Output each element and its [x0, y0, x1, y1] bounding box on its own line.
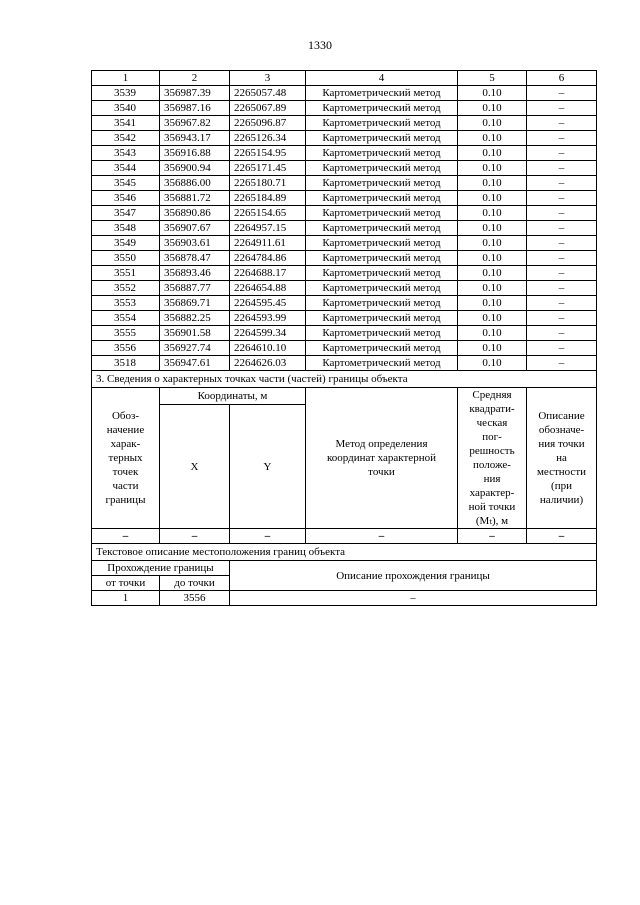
accuracy-cell: 0.10: [458, 266, 527, 281]
part-dash-cell: –: [160, 529, 230, 544]
col-number-6: 6: [527, 71, 597, 86]
method-cell: Картометрический метод: [306, 101, 458, 116]
method-cell: Картометрический метод: [306, 251, 458, 266]
table-row: [92, 86, 597, 101]
accuracy-cell: 0.10: [458, 296, 527, 311]
method-cell: Картометрический метод: [306, 281, 458, 296]
method-cell: Картометрический метод: [306, 311, 458, 326]
table-row: [92, 176, 597, 191]
method-cell: Картометрический метод: [306, 176, 458, 191]
y-coordinate-cell: 2264626.03: [230, 356, 306, 371]
accuracy-cell: 0.10: [458, 341, 527, 356]
description-cell: –: [527, 296, 597, 311]
coordinates-header: Координаты, м: [160, 388, 306, 405]
x-coordinate-cell: 356987.39: [160, 86, 230, 101]
method-cell: Картометрический метод: [306, 341, 458, 356]
x-coordinate-cell: 356916.88: [160, 146, 230, 161]
method-cell: Картометрический метод: [306, 161, 458, 176]
x-coordinate-cell: 356907.67: [160, 221, 230, 236]
table-row: [92, 131, 597, 146]
accuracy-cell: 0.10: [458, 221, 527, 236]
description-cell: –: [527, 161, 597, 176]
y-coordinate-cell: 2264595.45: [230, 296, 306, 311]
point-number-cell: 3518: [92, 356, 160, 371]
x-coordinate-cell: 356882.25: [160, 311, 230, 326]
accuracy-cell: 0.10: [458, 161, 527, 176]
y-coordinate-cell: 2264654.88: [230, 281, 306, 296]
part-dash-cell: –: [527, 529, 597, 544]
description-cell: –: [527, 101, 597, 116]
point-number-cell: 3549: [92, 236, 160, 251]
table-row: [92, 281, 597, 296]
method-cell: Картометрический метод: [306, 296, 458, 311]
x-coordinate-cell: 356887.77: [160, 281, 230, 296]
y-coordinate-cell: 2265154.65: [230, 206, 306, 221]
method-cell: Картометрический метод: [306, 221, 458, 236]
description-cell: –: [527, 146, 597, 161]
accuracy-cell: 0.10: [458, 146, 527, 161]
description-cell: –: [527, 326, 597, 341]
accuracy-cell: 0.10: [458, 251, 527, 266]
x-coordinate-cell: 356886.00: [160, 176, 230, 191]
accuracy-cell: 0.10: [458, 326, 527, 341]
x-coordinate-cell: 356881.72: [160, 191, 230, 206]
table-row: [92, 326, 597, 341]
table-row: [92, 266, 597, 281]
to-point-header: до точки: [160, 576, 230, 591]
accuracy-cell: 0.10: [458, 101, 527, 116]
y-coordinate-cell: 2264911.61: [230, 236, 306, 251]
to-point-value: 3556: [160, 591, 230, 606]
point-number-cell: 3552: [92, 281, 160, 296]
description-cell: –: [527, 191, 597, 206]
boundary-points-table: [91, 70, 597, 606]
point-number-cell: 3542: [92, 131, 160, 146]
point-number-cell: 3539: [92, 86, 160, 101]
description-cell: –: [527, 206, 597, 221]
table-row: [92, 146, 597, 161]
y-coordinate-cell: 2264593.99: [230, 311, 306, 326]
col-number-5: 5: [458, 71, 527, 86]
method-cell: Картометрический метод: [306, 356, 458, 371]
point-number-cell: 3540: [92, 101, 160, 116]
x-coordinate-cell: 356947.61: [160, 356, 230, 371]
passage-header-row-1: [92, 561, 597, 576]
method-cell: Картометрический метод: [306, 86, 458, 101]
table-row: [92, 356, 597, 371]
table-row: [92, 296, 597, 311]
col-number-2: 2: [160, 71, 230, 86]
from-point-value: 1: [92, 591, 160, 606]
col-number-1: 1: [92, 71, 160, 86]
y-coordinate-cell: 2265154.95: [230, 146, 306, 161]
method-cell: Картометрический метод: [306, 131, 458, 146]
x-coordinate-cell: 356927.74: [160, 341, 230, 356]
x-coordinate-cell: 356901.58: [160, 326, 230, 341]
text-description-title-row: [92, 544, 597, 561]
y-coordinate-cell: 2265184.89: [230, 191, 306, 206]
description-cell: –: [527, 236, 597, 251]
x-coordinate-cell: 356878.47: [160, 251, 230, 266]
y-coordinate-cell: 2264599.34: [230, 326, 306, 341]
table-row: [92, 311, 597, 326]
from-point-header: от точки: [92, 576, 160, 591]
x-coordinate-cell: 356987.16: [160, 101, 230, 116]
point-number-cell: 3543: [92, 146, 160, 161]
description-cell: –: [527, 341, 597, 356]
part-dash-cell: –: [458, 529, 527, 544]
description-cell: –: [527, 86, 597, 101]
description-cell: –: [527, 116, 597, 131]
x-coordinate-cell: 356890.86: [160, 206, 230, 221]
passage-description-value: –: [230, 591, 597, 606]
x-coordinate-cell: 356900.94: [160, 161, 230, 176]
method-cell: Картометрический метод: [306, 146, 458, 161]
table-row: [92, 236, 597, 251]
table-row: [92, 116, 597, 131]
description-header: Описание обозначе- ния точки на местности (при наличии): [527, 388, 597, 529]
part-dash-cell: –: [306, 529, 458, 544]
point-number-cell: 3553: [92, 296, 160, 311]
y-coordinate-cell: 2265057.48: [230, 86, 306, 101]
y-coordinate-cell: 2265096.87: [230, 116, 306, 131]
part-dash-row: [92, 529, 597, 544]
description-cell: –: [527, 356, 597, 371]
point-number-cell: 3556: [92, 341, 160, 356]
accuracy-cell: 0.10: [458, 356, 527, 371]
part-dash-cell: –: [92, 529, 160, 544]
page-number: 1330: [308, 38, 332, 52]
x-coordinate-cell: 356943.17: [160, 131, 230, 146]
y-coordinate-cell: 2264957.15: [230, 221, 306, 236]
point-number-cell: 3546: [92, 191, 160, 206]
y-coordinate-cell: 2264784.86: [230, 251, 306, 266]
error-header: Средняя квадрати- ческая пог- решность положе- ния характер- ной точки (Mₜ), м: [458, 388, 527, 529]
part-header-row-1: [92, 388, 597, 405]
y-coordinate-cell: 2265126.34: [230, 131, 306, 146]
x-coordinate-cell: 356903.61: [160, 236, 230, 251]
passage-header: Прохождение границы: [92, 561, 230, 576]
description-cell: –: [527, 266, 597, 281]
section3-title-row: [92, 371, 597, 388]
description-cell: –: [527, 221, 597, 236]
description-cell: –: [527, 176, 597, 191]
table-row: [92, 206, 597, 221]
accuracy-cell: 0.10: [458, 116, 527, 131]
y-coordinate-cell: 2265171.45: [230, 161, 306, 176]
y-coordinate-cell: 2264610.10: [230, 341, 306, 356]
designation-header: Обоз- начение харак- терных точек части границы: [92, 388, 160, 529]
method-header: Метод определения координат характерной точки: [306, 388, 458, 529]
col-number-3: 3: [230, 71, 306, 86]
method-cell: Картометрический метод: [306, 191, 458, 206]
x-coordinate-cell: 356869.71: [160, 296, 230, 311]
column-number-row: [92, 71, 597, 86]
table-row: [92, 341, 597, 356]
method-cell: Картометрический метод: [306, 116, 458, 131]
point-number-cell: 3545: [92, 176, 160, 191]
table-row: [92, 251, 597, 266]
accuracy-cell: 0.10: [458, 206, 527, 221]
method-cell: Картометрический метод: [306, 236, 458, 251]
text-description-title: Текстовое описание местоположения границ объекта: [92, 544, 597, 561]
table-row: [92, 221, 597, 236]
point-number-cell: 3541: [92, 116, 160, 131]
section3-title: 3. Сведения о характерных точках части (частей) границы объекта: [92, 371, 597, 388]
y-header: Y: [230, 405, 306, 529]
x-header: X: [160, 405, 230, 529]
point-number-cell: 3554: [92, 311, 160, 326]
table-row: [92, 191, 597, 206]
point-number-cell: 3555: [92, 326, 160, 341]
point-number-cell: 3548: [92, 221, 160, 236]
method-cell: Картометрический метод: [306, 326, 458, 341]
accuracy-cell: 0.10: [458, 236, 527, 251]
description-cell: –: [527, 281, 597, 296]
description-cell: –: [527, 251, 597, 266]
table-row: [92, 161, 597, 176]
x-coordinate-cell: 356893.46: [160, 266, 230, 281]
accuracy-cell: 0.10: [458, 86, 527, 101]
accuracy-cell: 0.10: [458, 281, 527, 296]
y-coordinate-cell: 2265180.71: [230, 176, 306, 191]
col-number-4: 4: [306, 71, 458, 86]
description-cell: –: [527, 131, 597, 146]
accuracy-cell: 0.10: [458, 191, 527, 206]
method-cell: Картометрический метод: [306, 206, 458, 221]
accuracy-cell: 0.10: [458, 131, 527, 146]
point-number-cell: 3547: [92, 206, 160, 221]
table-row: [92, 101, 597, 116]
accuracy-cell: 0.10: [458, 176, 527, 191]
passage-description-header: Описание прохождения границы: [230, 561, 597, 591]
part-dash-cell: –: [230, 529, 306, 544]
passage-row: [92, 591, 597, 606]
y-coordinate-cell: 2265067.89: [230, 101, 306, 116]
method-cell: Картометрический метод: [306, 266, 458, 281]
point-number-cell: 3544: [92, 161, 160, 176]
point-number-cell: 3550: [92, 251, 160, 266]
y-coordinate-cell: 2264688.17: [230, 266, 306, 281]
point-number-cell: 3551: [92, 266, 160, 281]
accuracy-cell: 0.10: [458, 311, 527, 326]
description-cell: –: [527, 311, 597, 326]
x-coordinate-cell: 356967.82: [160, 116, 230, 131]
